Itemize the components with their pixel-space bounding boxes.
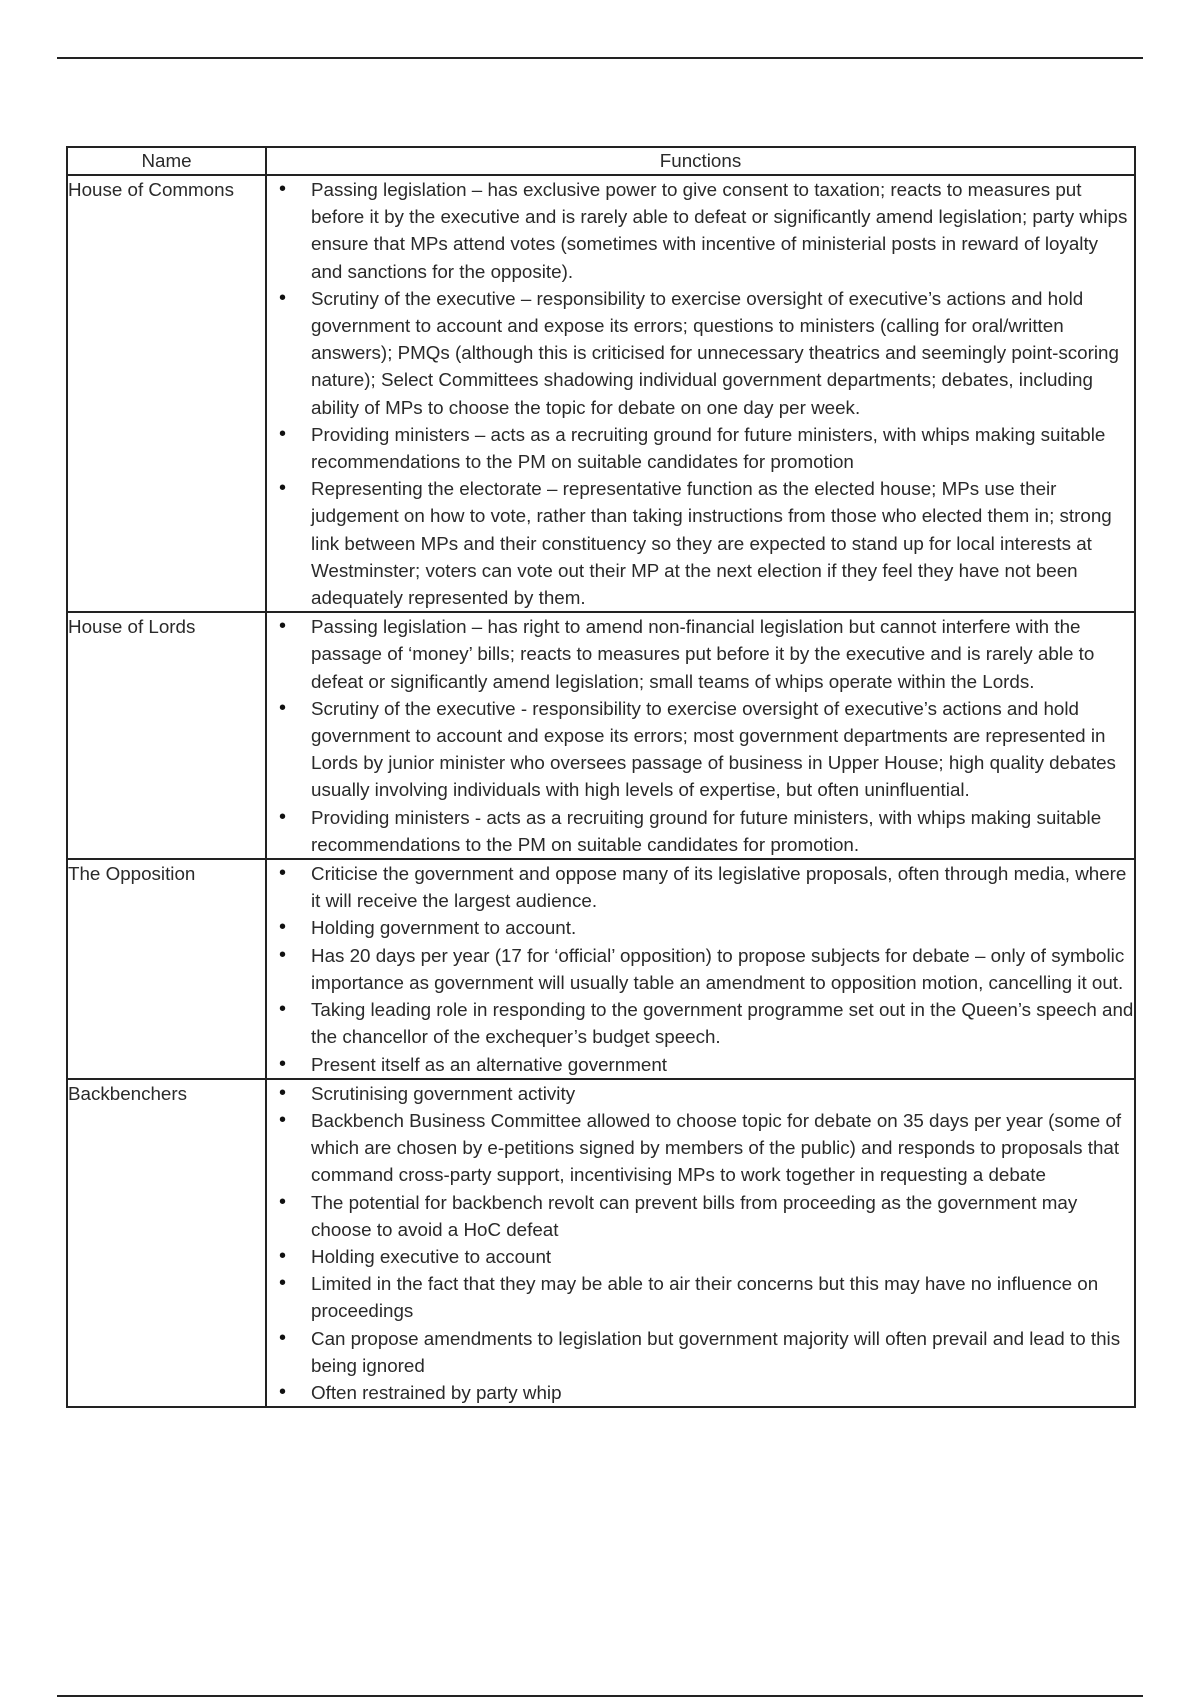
table-header-row — [67, 147, 1135, 175]
functions-table — [66, 146, 1136, 1408]
header-rule — [57, 57, 1143, 59]
row-name: House of Lords — [67, 612, 266, 859]
functions-list — [267, 613, 1134, 858]
function-item: • Often restrained by party whip — [267, 1379, 1134, 1406]
function-item: • Holding government to account. — [267, 914, 1134, 941]
row-name: House of Commons — [67, 175, 266, 612]
function-item: • Has 20 days per year (17 for ‘official’ opposition) to propose subjects for debate – only of symbolic importance as government will usually table an amendment to opposition motion, cancelling it out. — [267, 942, 1134, 996]
functions-list — [267, 1080, 1134, 1406]
row-name: Backbenchers — [67, 1079, 266, 1407]
table-row — [67, 1079, 1135, 1407]
function-item: • Limited in the fact that they may be able to air their concerns but this may have no influence on proceedings — [267, 1270, 1134, 1324]
function-item: • Providing ministers - acts as a recruiting ground for future ministers, with whips making suitable recommendations to the PM on suitable candidates for promotion. — [267, 804, 1134, 858]
function-item: • Backbench Business Committee allowed to choose topic for debate on 35 days per year (some of which are chosen by e-petitions signed by members of the public) and responds to proposals that command cross-party support, incentivising MPs to work together in requesting a debate — [267, 1107, 1134, 1189]
function-item: • Representing the electorate – representative function as the elected house; MPs use their judgement on how to vote, rather than taking instructions from those who elected them in; strong link between MPs and their constituency so they are expected to stand up for local interests at Westminster; voters can vote out their MP at the next election if they feel they have not been adequately represented by them. — [267, 475, 1134, 611]
table-row — [67, 175, 1135, 612]
function-item: • Scrutinising government activity — [267, 1080, 1134, 1107]
function-item: • Holding executive to account — [267, 1243, 1134, 1270]
function-item: • Criticise the government and oppose many of its legislative proposals, often through media, where it will receive the largest audience. — [267, 860, 1134, 914]
table-row — [67, 612, 1135, 859]
function-item: • Passing legislation – has right to amend non-financial legislation but cannot interfere with the passage of ‘money’ bills; reacts to measures put before it by the executive and is rarely able to defeat or significantly amend legislation; small teams of whips operate within the Lords. — [267, 613, 1134, 695]
header-functions: Functions — [266, 147, 1135, 175]
function-item: • Taking leading role in responding to the government programme set out in the Queen’s speech and the chancellor of the exchequer’s budget speech. — [267, 996, 1134, 1050]
function-item: • Scrutiny of the executive - responsibility to exercise oversight of executive’s actions and hold government to account and expose its errors; most government departments are represented in Lords by junior minister who oversees passage of business in Upper House; high quality debates usually involving individuals with high levels of expertise, but often uninfluential. — [267, 695, 1134, 804]
row-name: The Opposition — [67, 859, 266, 1079]
function-item: • Providing ministers – acts as a recruiting ground for future ministers, with whips making suitable recommendations to the PM on suitable candidates for promotion — [267, 421, 1134, 475]
function-item: • Can propose amendments to legislation but government majority will often prevail and lead to this being ignored — [267, 1325, 1134, 1379]
function-item: • Scrutiny of the executive – responsibility to exercise oversight of executive’s actions and hold government to account and expose its errors; questions to ministers (calling for oral/written answers); PMQs (although this is criticised for unnecessary theatrics and seemingly point-scoring nature); Select Committees shadowing individual government departments; debates, including ability of MPs to choose the topic for debate on one day per week. — [267, 285, 1134, 421]
function-item: • Present itself as an alternative government — [267, 1051, 1134, 1078]
footer-rule — [57, 1695, 1143, 1697]
functions-list — [267, 860, 1134, 1078]
function-item: • Passing legislation – has exclusive power to give consent to taxation; reacts to measures put before it by the executive and is rarely able to defeat or significantly amend legislation; party whips ensure that MPs attend votes (sometimes with incentive of ministerial posts in reward of loyalty and sanctions for the opposite). — [267, 176, 1134, 285]
header-name: Name — [67, 147, 266, 175]
function-item: • The potential for backbench revolt can prevent bills from proceeding as the government may choose to avoid a HoC defeat — [267, 1189, 1134, 1243]
functions-list — [267, 176, 1134, 611]
table-row — [67, 859, 1135, 1079]
